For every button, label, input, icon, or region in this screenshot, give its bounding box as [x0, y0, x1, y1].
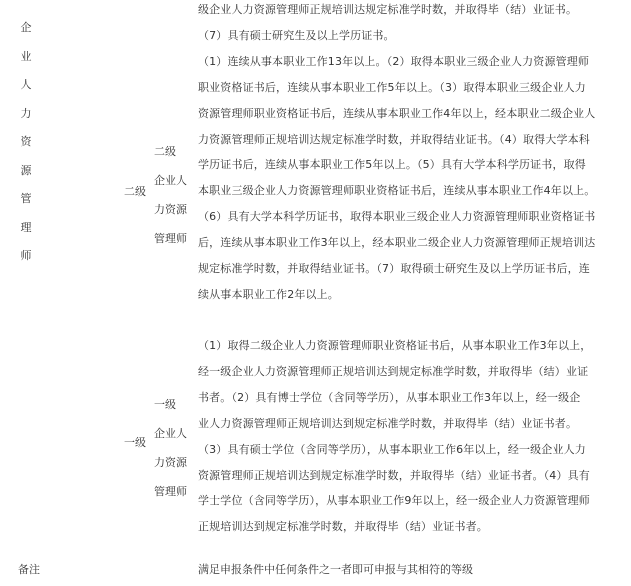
role-line: 一级: [154, 398, 176, 411]
requirement-line: 书者。（2）具有博士学位（含同等学历），从事本职业工作3年以上，经一级企: [198, 390, 581, 404]
requirement-line: （7）具有硕士研究生及以上学历证书。: [198, 28, 395, 42]
role-line: 二级: [154, 145, 176, 158]
role-line: 企业人: [154, 427, 187, 440]
category-char: 企: [20, 21, 32, 34]
requirement-line: 学历证书后，连续从事本职业工作5年以上。（5）具有大学本科学历证书，取得: [198, 158, 586, 172]
requirement-line: 资源管理师职业资格证书后，连续从事本职业工作4年以上，经本职业二级企业人: [198, 106, 596, 120]
category-char: 力: [20, 106, 32, 120]
category-char: 理: [20, 220, 32, 234]
category-char: 管: [20, 192, 32, 205]
role-line: 企业人: [154, 174, 187, 187]
requirement-line: 后，连续从事本职业工作3年以上，经本职业二级企业人力资源管理师正规培训达: [198, 236, 596, 250]
requirement-line: 经一级企业人力资源管理师正规培训达到规定标准学时数，并取得毕（结）业证: [198, 364, 589, 378]
level-1-role-label: [154, 390, 187, 506]
level-2-role-label: [154, 137, 187, 253]
category-vertical-label: [18, 14, 34, 271]
category-char: 资: [20, 135, 32, 148]
requirement-line: （1）连续从事本职业工作13年以上。（2）取得本职业三级企业人力资源管理师: [198, 54, 590, 68]
requirement-line: （6）具有大学本科学历证书，取得本职业三级企业人力资源管理师职业资格证书: [198, 210, 596, 224]
requirement-line: （3）具有硕士学位（含同等学历），从事本职业工作6年以上，经一级企业人力: [198, 442, 586, 456]
requirement-line: 续从事本职业工作2年以上。: [198, 287, 339, 301]
role-line: 管理师: [154, 485, 187, 498]
category-char: 人: [20, 78, 32, 91]
requirement-line: 学士学位（含同等学历），从事本职业工作9年以上，经一级企业人力资源管理师: [198, 494, 590, 508]
level-1-label: 一级: [124, 436, 146, 449]
category-char: 源: [20, 163, 32, 177]
requirement-line: 职业资格证书后，连续从事本职业工作5年以上。（3）取得本职业三级企业人力: [198, 80, 586, 94]
requirement-line: 级企业人力资源管理师正规培训达规定标准学时数，并取得毕（结）业证书。: [198, 3, 578, 16]
requirement-line: 资源管理师正规培训达到规定标准学时数，并取得毕（结）业证书者。（4）具有: [198, 468, 590, 482]
category-char: 业: [20, 49, 32, 63]
note-text: 满足申报条件中任何条件之一者即可申报与其相符的等级: [198, 563, 473, 576]
requirement-line: （1）取得二级企业人力资源管理师职业资格证书后，从事本职业工作3年以上，: [198, 339, 592, 352]
requirement-line: 正规培训达到规定标准学时数，并取得毕（结）业证书者。: [198, 520, 488, 534]
requirement-line: 本职业三级企业人力资源管理师职业资格证书后，连续从事本职业工作4年以上。: [198, 184, 596, 198]
level-2-label: 二级: [124, 185, 146, 198]
role-line: 力资源: [154, 456, 187, 469]
note-label: 备注: [18, 563, 40, 576]
requirement-line: 力资源管理师正规培训达规定标准学时数，并取得结业证书。（4）取得大学本科: [198, 132, 590, 146]
level-1-requirements: [198, 333, 626, 540]
level-2-requirements: [198, 0, 626, 308]
role-line: 管理师: [154, 232, 187, 245]
requirement-line: 规定标准学时数，并取得结业证书。（7）取得硕士研究生及以上学历证书后，连: [198, 262, 590, 276]
category-char: 师: [20, 249, 32, 262]
role-line: 力资源: [154, 203, 187, 216]
requirement-line: 业人力资源管理师正规培训达到规定标准学时数，并取得毕（结）业证书者。: [198, 416, 578, 430]
